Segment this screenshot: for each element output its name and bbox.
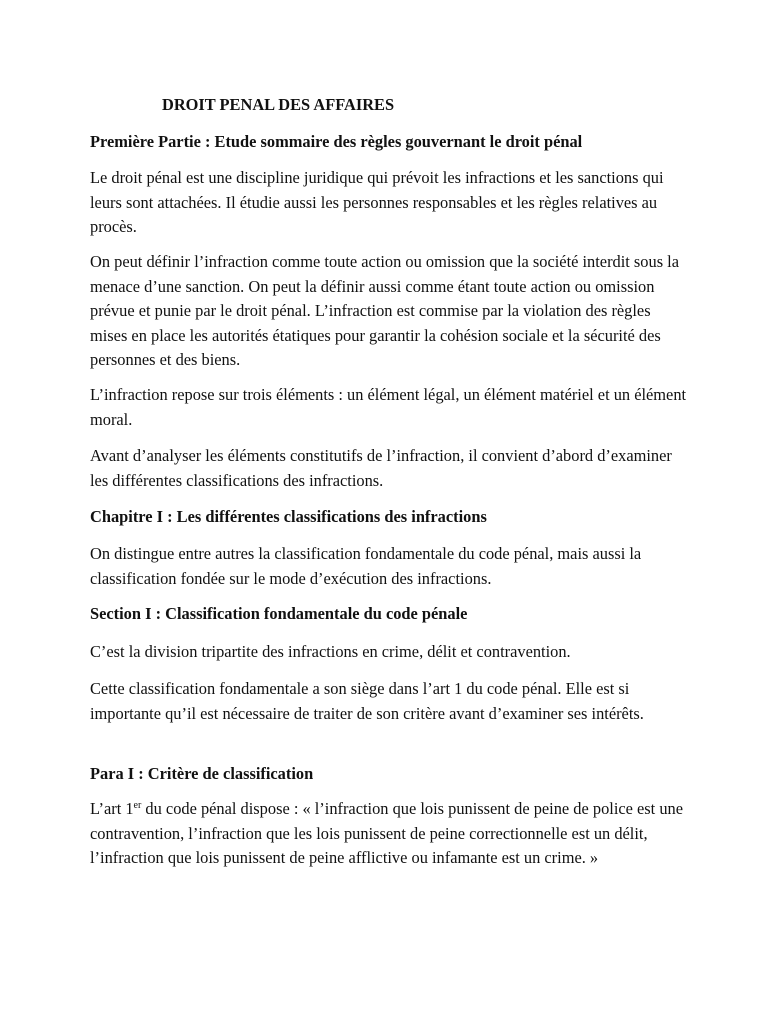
paragraph-division-tripartite: C’est la division tripartite des infractions en crime, délit et contravention. [90, 642, 571, 661]
paragraph-classifications: On distingue entre autres la classification fondamentale du code pénal, mais aussi la classification fondée sur le mode d’exécution des infractions. [90, 544, 642, 588]
document-title: DROIT PENAL DES AFFAIRES [162, 95, 395, 114]
part-heading: Première Partie : Etude sommaire des règles gouvernant le droit pénal [90, 132, 583, 151]
chapter-heading: Chapitre I : Les différentes classifications des infractions [90, 507, 487, 526]
article-ref-text: L’art 1 [90, 799, 134, 818]
article-ref-superscript: er [133, 800, 142, 811]
paragraph-siege-classification: Cette classification fondamentale a son siège dans l’art 1 du code pénal. Elle est si importante qu’il est nécessaire de traiter de son critère avant d’examiner ses intérêts. [90, 679, 644, 723]
paragraph-avant-analyse: Avant d’analyser les éléments constitutifs de l’infraction, il convient d’abord d’examiner les différentes classifications des infractions. [90, 446, 672, 490]
section-heading: Section I : Classification fondamentale du code pénale [90, 604, 468, 623]
paragraph-definition-infraction: On peut définir l’infraction comme toute action ou omission que la société interdit sous la menace d’une sanction. On peut la définir aussi comme étant toute action ou omission prévue et punie par le droit pénal. L’infraction est commise par la violation des règles mises en place les autorités étatiques pour garantir la cohésion sociale et la sécurité des personnes et des biens. [90, 252, 680, 369]
paragraph-article-1 [90, 797, 690, 871]
article-quote-text: du code pénal dispose : « l’infraction que lois punissent de peine de police est une contravention, l’infraction que les lois punissent de peine correctionnelle est un délit, l’infraction que lois punissent de peine afflictive ou infamante est un crime. » [90, 799, 683, 867]
paragraph-elements-infraction: L’infraction repose sur trois éléments : un élément légal, un élément matériel et un élément moral. [90, 385, 687, 429]
para-heading: Para I : Critère de classification [90, 764, 314, 783]
paragraph-definition-droit-penal: Le droit pénal est une discipline juridique qui prévoit les infractions et les sanctions qui leurs sont attachées. Il étudie aussi les personnes responsables et les règles relatives au procès. [90, 168, 664, 236]
